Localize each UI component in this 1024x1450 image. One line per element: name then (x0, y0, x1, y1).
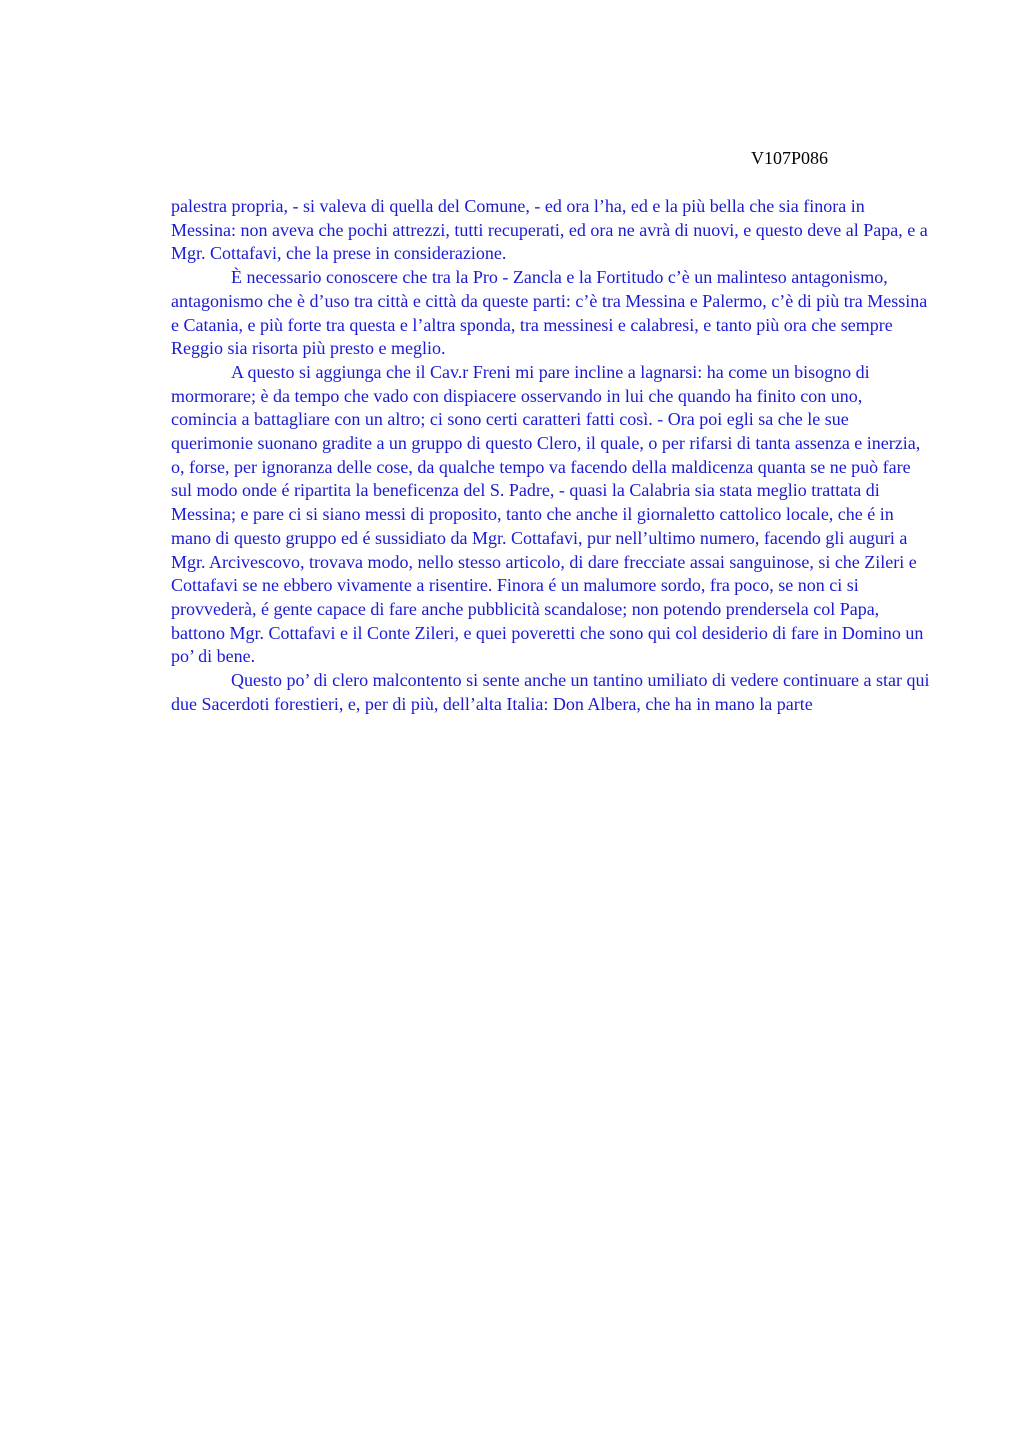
paragraph-3: A questo si aggiunga che il Cav.r Freni mi pare incline a lagnarsi: ha come un bisogno di mormorare; è da tempo che vado con dispiacere osservando in lui che quando ha finito con uno, comincia a battagliare con un altro; ci sono certi caratteri fatti così. - Ora poi egli sa che le sue querimonie suonano gradite a un gruppo di questo Clero, il quale, o per rifarsi di tanta assenza e inerzia, o, forse, per ignoranza delle cose, da qualche tempo va facendo della maldicenza quanta se ne può fare sul modo onde é ripartita la beneficenza del S. Padre, - quasi la Calabria sia stata meglio trattata di Messina; e pare ci si siano messi di proposito, tanto che anche il giornaletto cattolico locale, che é in mano di questo gruppo ed é sussidiato da Mgr. Cottafavi, pur nell’ultimo numero, facendo gli auguri a Mgr. Arcivescovo, trovava modo, nello stesso articolo, di dare frecciate assai sanguinose, si che Zileri e Cottafavi se ne ebbero vivamente a risentire. Finora é un malumore sordo, fra poco, se non ci si provvederà, é gente capace di fare anche pubblicità scandalose; non potendo prendersela col Papa, battono Mgr. Cottafavi e il Conte Zileri, e quei poveretti che sono qui col desiderio di fare in Domino un po’ di bene. (171, 361, 924, 667)
paragraph-1: palestra propria, - si valeva di quella del Comune, - ed ora l’ha, ed e la più bella che sia finora in Messina: non aveva che pochi attrezzi, tutti recuperati, ed ora ne avrà di nuovi, e questo deve al Papa, e a Mgr. Cottafavi, che la prese in considerazione. (171, 196, 928, 264)
paragraph-2: È necessario conoscere che tra la Pro - Zancla e la Fortitudo c’è un malinteso antagonismo, antagonismo che è d’uso tra città e città da queste parti: c’è tra Messina e Palermo, c’è di più tra Messina e Catania, e più forte tra questa e l’altra sponda, tra messinesi e calabresi, e tanto più ora che sempre Reggio sia risorta più presto e meglio. (171, 267, 928, 359)
page-reference: V107P086 (751, 148, 829, 168)
paragraph-4: Questo po’ di clero malcontento si sente anche un tantino umiliato di vedere continuare a star qui due Sacerdoti forestieri, e, per di più, dell’alta Italia: Don Albera, che ha in mano la parte (171, 670, 930, 714)
body-text (171, 195, 931, 716)
